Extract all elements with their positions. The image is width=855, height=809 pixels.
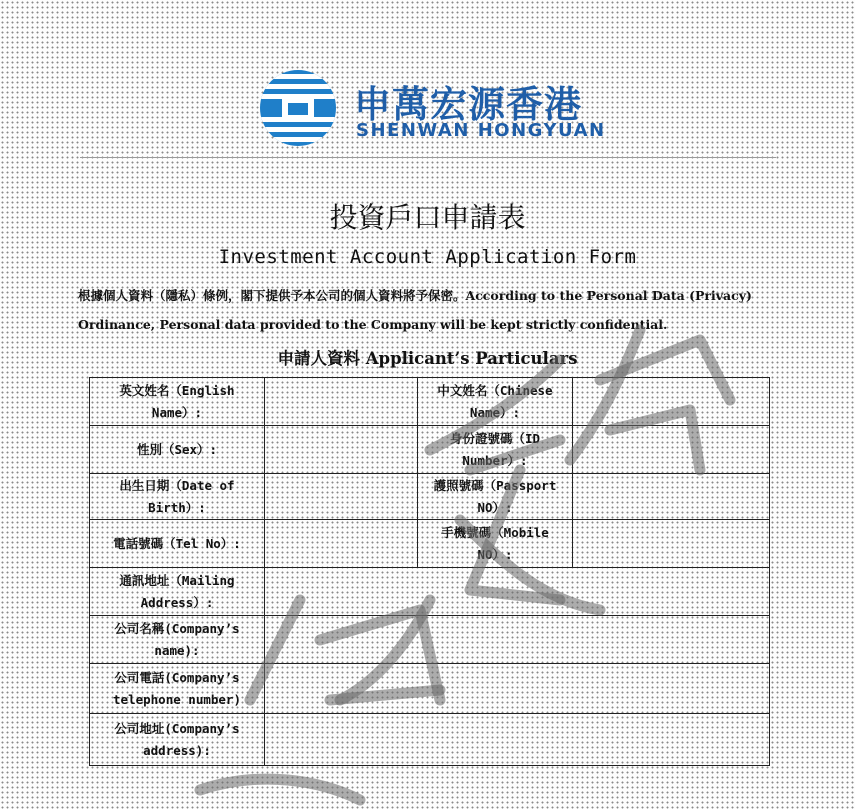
header-divider: [80, 157, 776, 158]
sex-field[interactable]: [265, 426, 418, 474]
company-name-field[interactable]: [265, 616, 770, 664]
tel-no-field[interactable]: [265, 520, 418, 568]
english-name-field[interactable]: [265, 378, 418, 426]
passport-no-field[interactable]: [573, 474, 770, 520]
form-title-english: Investment Account Application Form: [218, 246, 637, 268]
label-tel-no: 電話號碼（Tel No）:: [90, 520, 265, 568]
form-title-chinese: 投資戶口申請表: [329, 201, 526, 234]
section-title: 申請人資料 Applicant’s Particulars: [277, 349, 578, 368]
shenwan-logo-icon: [258, 68, 338, 148]
applicant-particulars-table: [89, 377, 770, 766]
mobile-no-field[interactable]: [573, 520, 770, 568]
company-address-field[interactable]: [265, 714, 770, 766]
id-number-field[interactable]: [573, 426, 770, 474]
label-id-number: 身份證號碼（ID Number）:: [418, 426, 573, 474]
chinese-name-field[interactable]: [573, 378, 770, 426]
label-company-name: 公司名稱(Company’s name):: [90, 616, 265, 664]
label-company-address: 公司地址(Company’s address):: [90, 714, 265, 766]
company-telephone-field[interactable]: [265, 664, 770, 714]
logo-english-name: SHENWAN HONGYUAN: [356, 120, 606, 141]
company-logo: [258, 64, 606, 156]
label-company-telephone: 公司電話(Company’s telephone number): [90, 664, 265, 714]
label-sex: 性別（Sex）:: [90, 426, 265, 474]
mailing-address-field[interactable]: [265, 568, 770, 616]
label-chinese-name: 中文姓名（Chinese Name）:: [418, 378, 573, 426]
label-english-name: 英文姓名（English Name）:: [90, 378, 265, 426]
label-mailing-address: 通訊地址（Mailing Address）:: [90, 568, 265, 616]
label-date-of-birth: 出生日期（Date of Birth）:: [90, 474, 265, 520]
privacy-notice: 根據個人資料（隱私）條例，閣下提供予本公司的個人資料將予保密。According to the Personal Data (Privacy) Ordinance, Personal data provided to the Company will be kept strictly confidential.: [78, 288, 752, 332]
logo-chinese-name: 申萬宏源香港: [354, 83, 582, 126]
date-of-birth-field[interactable]: [265, 474, 418, 520]
label-mobile-no: 手機號碼（Mobile NO）:: [418, 520, 573, 568]
label-passport-no: 護照號碼（Passport NO）:: [418, 474, 573, 520]
